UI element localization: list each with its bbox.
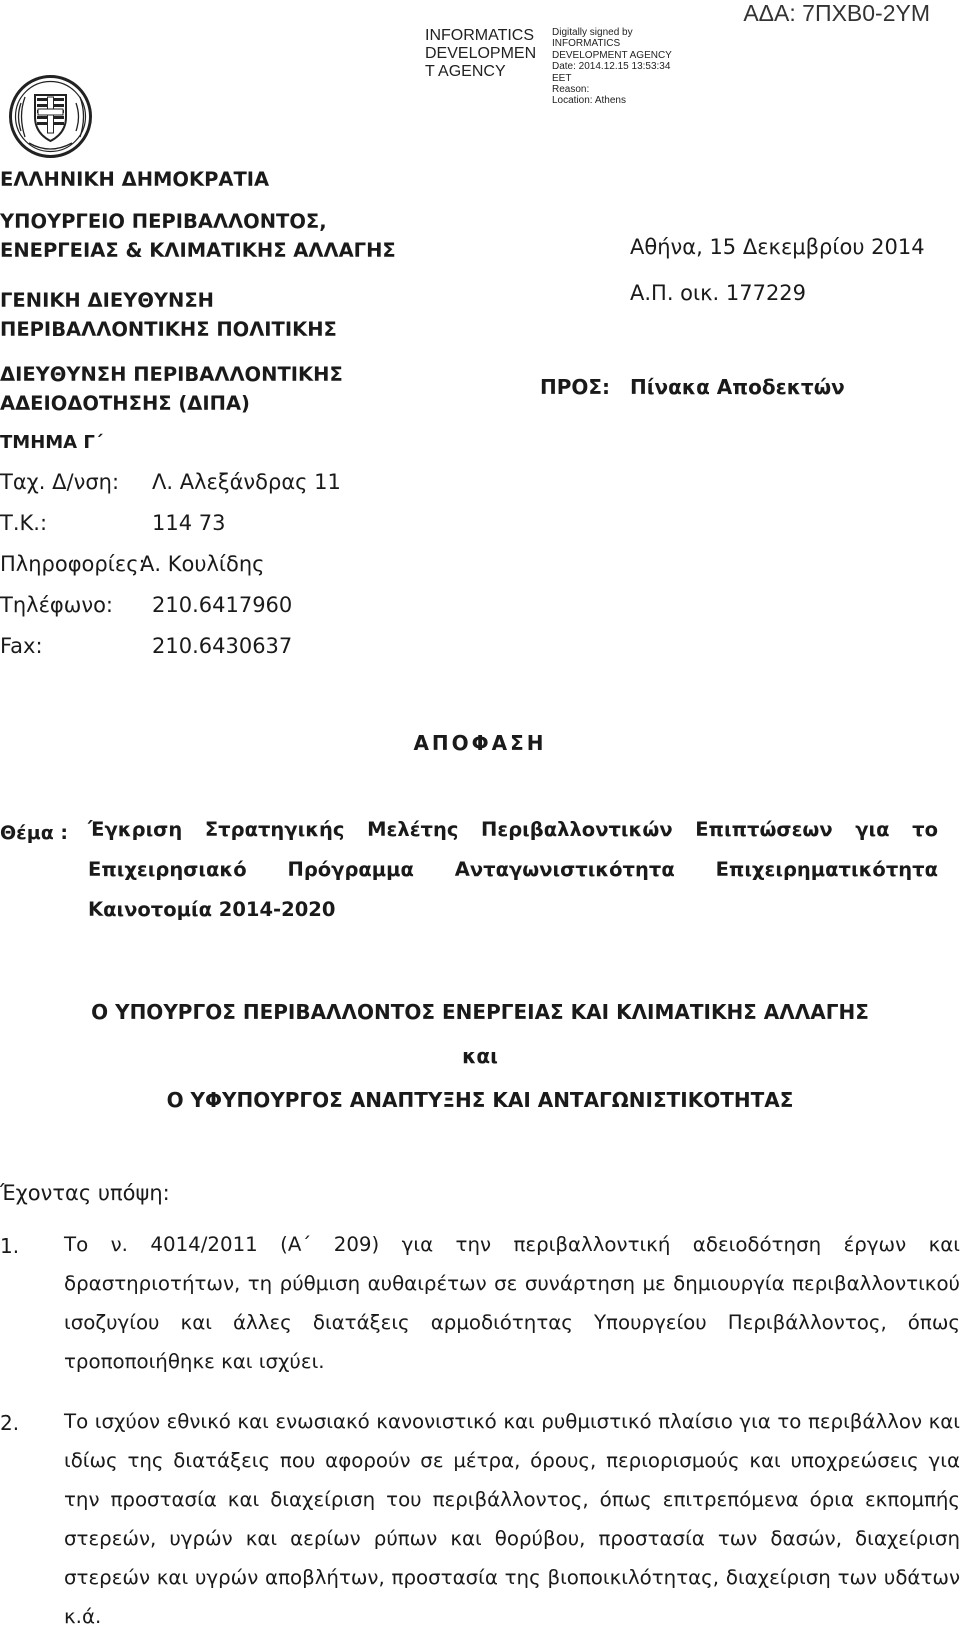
directorate-line1: ΔΙΕΥΘΥΝΣΗ ΠΕΡΙΒΑΛΛΟΝΤΙΚΗΣ xyxy=(0,363,343,386)
signature-detail-line: Date: 2014.12.15 13:53:34 xyxy=(552,61,671,73)
subject-text: Έγκριση Στρατηγικής Μελέτης Περιβαλλοντικών Επιπτώσεων για το Επιχειρησιακό Πρόγραμμα Ανταγωνιστικότητα Επιχειρηματικότητα Καινοτομία 2014-2020 xyxy=(88,818,938,921)
ministry-heading-line1: ΥΠΟΥΡΓΕΙΟ ΠΕΡΙΒΑΛΛΟΝΤΟΣ, xyxy=(0,210,327,233)
item-text: Το ν. 4014/2011 (Α΄ 209) για την περιβαλλοντική αδειοδότηση έργων και δραστηριοτήτων, τη ρύθμιση αυθαιρέτων σε συνάρτηση με δημιουργία περιβαλλοντικού ισοζυγίου και άλλες διατάξεις αρμοδιότητας Υπουργείου Περιβάλλοντος, όπως τροποποιήθηκε και ισχύει. xyxy=(64,1233,960,1373)
signature-signer-line: T AGENCY xyxy=(425,63,506,80)
contact-label: Fax: xyxy=(0,634,43,658)
contact-label: Τ.Κ.: xyxy=(0,511,48,535)
section-heading: ΤΜΗΜΑ Γ΄ xyxy=(0,432,103,453)
to-label: ΠΡΟΣ: xyxy=(540,375,611,399)
signature-signer xyxy=(425,27,536,81)
contact-value: Α. Κουλίδης xyxy=(140,552,265,576)
date-line: Αθήνα, 15 Δεκεμβρίου 2014 xyxy=(630,235,925,259)
greek-emblem-icon xyxy=(7,73,94,160)
to-recipients: Πίνακα Αποδεκτών xyxy=(630,375,845,399)
signature-signer-line: INFORMATICS xyxy=(425,27,535,44)
ministry-heading-line2: ΕΝΕΡΓΕΙΑΣ & ΚΛΙΜΑΤΙΚΗΣ ΑΛΛΑΓΗΣ xyxy=(0,239,396,262)
item-number: 2. xyxy=(0,1411,20,1435)
signature-detail-line: Digitally signed by xyxy=(552,27,633,38)
issuer-conjunction: και xyxy=(462,1044,498,1068)
contact-label: Τηλέφωνο: xyxy=(0,593,114,617)
item-text: Το ισχύον εθνικό και ενωσιακό κανονιστικό και ρυθμιστικό πλαίσιο για το περιβάλλον και ιδίως της διατάξεις που αφορούν σε μέτρα, όρους, περιορισμούς και υποχρεώσεις για την προστασία και διαχείριση του περιβάλλοντος, όπως επιτρεπόμενα όρια εκπομπής στερεών, υγρών και αερίων ρύπων και θορύβου, προστασία των δασών, διαχείριση στερεών και υγρών αποβλήτων, προστασία της βιοποικιλότητας, διαχείριση των υδάτων κ.ά. xyxy=(64,1410,960,1628)
general-directorate-line1: ΓΕΝΙΚΗ ΔΙΕΥΘΥΝΣΗ xyxy=(0,289,214,312)
signature-detail-line: Location: Athens xyxy=(552,95,626,107)
signature-detail-line: INFORMATICS xyxy=(552,38,621,50)
item-number: 1. xyxy=(0,1234,20,1258)
decision-title: ΑΠΟΦΑΣΗ xyxy=(413,731,547,755)
subject-label: Θέμα : xyxy=(0,822,68,844)
issuer-minister-environment: Ο ΥΠΟΥΡΓΟΣ ΠΕΡΙΒΑΛΛΟΝΤΟΣ ΕΝΕΡΓΕΙΑΣ ΚΑΙ ΚΛΙΜΑΤΙΚΗΣ ΑΛΛΑΓΗΣ xyxy=(91,1000,869,1024)
contact-value: 114 73 xyxy=(152,511,226,535)
issuer-deputy-minister-development: Ο ΥΦΥΠΟΥΡΓΟΣ ΑΝΑΠΤΥΞΗΣ ΚΑΙ ΑΝΤΑΓΩΝΙΣΤΙΚΟΤΗΤΑΣ xyxy=(166,1088,794,1112)
contact-value: 210.6417960 xyxy=(152,593,293,617)
protocol-number: Α.Π. οικ. 177229 xyxy=(630,281,807,305)
contact-label: Ταχ. Δ/νση: xyxy=(0,470,120,494)
signature-details xyxy=(552,27,672,107)
contact-label: Πληροφορίες: xyxy=(0,552,146,576)
signature-signer-line: DEVELOPMEN xyxy=(425,45,537,62)
signature-detail-line: DEVELOPMENT AGENCY xyxy=(552,49,672,61)
signature-detail-line: Reason: xyxy=(552,84,590,96)
ada-code: ΑΔΑ: 7ΠΧΒ0-2ΥΜ xyxy=(743,0,930,26)
signature-detail-line: EET xyxy=(552,72,572,84)
contact-value: 210.6430637 xyxy=(152,634,293,658)
considering-heading: Έχοντας υπόψη: xyxy=(0,1181,170,1205)
directorate-line2: ΑΔΕΙΟΔΟΤΗΣΗΣ (ΔΙΠΑ) xyxy=(0,392,250,415)
contact-value: Λ. Αλεξάνδρας 11 xyxy=(152,470,341,494)
general-directorate-line2: ΠΕΡΙΒΑΛΛΟΝΤΙΚΗΣ ΠΟΛΙΤΙΚΗΣ xyxy=(0,318,337,341)
republic-heading: ΕΛΛΗΝΙΚΗ ΔΗΜΟΚΡΑΤΙΑ xyxy=(0,168,270,191)
